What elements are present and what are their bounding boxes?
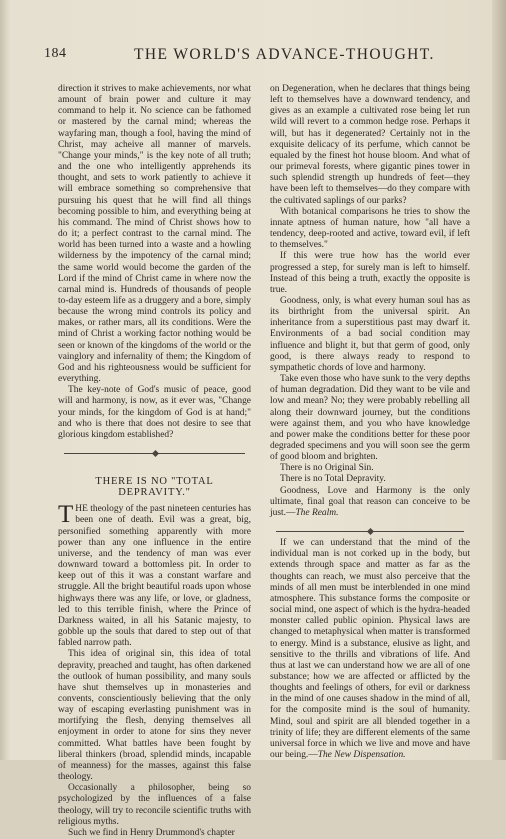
right-column <box>270 84 470 761</box>
paragraph: The key-note of God's music of peace, good will and harmony, is now, as it ever was, "Change your minds, for the kingdom of God is at hand;" and who is there that does not desire to see that glorious kingdom established? <box>58 385 251 440</box>
page-number: 184 <box>44 46 67 61</box>
source-citation: The New Dispensation. <box>317 750 406 761</box>
source-citation: The Realm. <box>295 507 339 518</box>
drop-cap: T <box>58 501 74 529</box>
paragraph <box>270 538 470 761</box>
paragraph <box>270 486 470 519</box>
paragraph: With botanical comparisons he tries to show the innate aptness of human nature, how "all have a tendency, deep-rooted and active, toward evil, if left to themselves." <box>270 206 470 251</box>
paragraph: This idea of original sin, this idea of total depravity, preached and taught, has often darkened the outlook of human possibility, and many souls have shut themselves up in monasteries and convents, conscientiously believing that the only way of escaping everlasting punishment was in mortifying the flesh, denying themselves all enjoyment in order to atone for sins they never committed. What battles have been fought by liberal thinkers (broad, splendid minds, incapable of meanness) for the masses, against this false theology. <box>58 649 251 783</box>
section-divider <box>276 531 464 532</box>
paragraph-text: If we can understand that the mind of the individual man is not corked up in the body, but extends through space and matter as far as the thoughts can reach, we must also perceive that the minds of all men must be interblended in one mind atmosphere. This substance forms the composite or social mind, one aspect of which is the hydra-headed monster called public opinion. Physical laws are changed to metaphysical when matter is transformed to energy. Mind is a substance, elusive as light, and sensitive to the thrills and vibrations of life. And thus at last we can understand how we are all of one substance; how we are affected or afflicted by the thoughts and feelings of others, for evil or darkness in the mind of one causes shadow in the mind of all, for the composite mind is the soul of humanity. Mind, soul and spirit are all blended together in a trinity of life; they are different elements of the same universal force in which we live and move and have our being.— <box>270 538 470 761</box>
paragraph: There is no Original Sin. <box>280 463 374 474</box>
paragraph: direction it strives to make achievements, nor what amount of brain power and culture it may command to help it. No science can be fathomed or mastered by the carnal mind; whereas the wayfaring man, though a fool, having the mind of Christ, may acheive all manner of marvels. "Change your minds," is the key note of all truth; and the one who intelligently apprehends its thought, and sets to work patiently to achieve it will embrace something so comprehensive that pursuing his quest that he will find all things becoming possible to him, and everything being at his command. The mind of Christ shows how to do it; a perfect contrast to the carnal mind. The world has been turned into a waste and a howling wilderness by the impotency of the carnal mind; the same world would become the garden of the Lord if the mind of Christ came in where now the carnal mind is. Hundreds of thousands of people to-day esteem life as a druggery and a bore, simply because the wrong mind controls its policy and makes, or rather mars, all its conditions. Were the mind of Christ a working factor nothing would be seen or known of the kingdoms of the world or the vainglory and infernality of them; the Kingdom of God and his righteousness would be sufficient for everything. <box>58 84 251 385</box>
section-divider <box>64 453 245 454</box>
paragraph: If this were true how has the world ever progressed a step, for surely man is left to himself. Instead of this being a truth, exactly the opposite is true. <box>270 251 470 295</box>
left-column <box>58 84 251 839</box>
paragraph-text: HE theology of the past nineteen centuries has been one of death. Evil was a great, big, personified something apparently with more power than any one influence in the entire universe, and the tendency of man was ever downward toward a bottomless pit. In order to keep out of this it was a constant warfare and struggle. All the bright beautiful roads upon whose highways there was any life, or love, or gladness, led to this terrible finish, where the Prince of Darkness waited, in all his Satanic majesty, to gobble up the souls that dared to step out of that fabled narrow path. <box>58 504 251 649</box>
paragraph: Take even those who have sunk to the very depths of human degradation. Did they want to be vile and low and mean? No; they were probably rebelling all along their downward journey, but the conditions were against them, and you who have knowledge and power make the conditions better for these poor degraded specimens and you will soon see the germ of good bloom and brighten. <box>270 374 470 463</box>
section-heading: THERE IS NO "TOTAL DEPRAVITY." <box>95 476 214 499</box>
paragraph: Goodness, only, is what every human soul has as its birthright from the universal spirit. An inheritance from a superstitious past may dwarf it. Environments of a bad social condition may influence and blight it, but that germ of good, only good, is there always ready to respond to sympathetic chords of love and harmony. <box>270 295 470 373</box>
paragraph <box>58 501 251 649</box>
paragraph: There is no Total Depravity. <box>280 474 386 485</box>
running-title: THE WORLD'S ADVANCE-THOUGHT. <box>134 46 435 63</box>
paragraph: on Degeneration, when he declares that things being left to themselves have a downward tendency, and gives as an example a cultivated rose being let run wild will revert to a common hedge rose. Perhaps it will, but has it degenerated? Certainly not in the exquisite delicacy of its perfume, which cannot be equaled by the finest hot house bloom. And what of our primeval forests, where gigantic pines tower in such splendid strength up hundreds of feet—they have been left to themselves—do they compare with the cultivated saplings of our parks? <box>270 84 470 206</box>
paragraph-text: Goodness, Love and Harmony is the only ultimate, final goal that reason can conceive to be just.— <box>270 485 470 518</box>
page-edge <box>492 0 506 760</box>
page-header <box>44 46 499 68</box>
paragraph: Such we find in Henry Drummond's chapter <box>68 827 235 838</box>
paragraph: Occasionally a philosopher, being so psychologized by the influences of a false theology, will try to reconcile scientific truths with religious myths. <box>58 783 251 827</box>
